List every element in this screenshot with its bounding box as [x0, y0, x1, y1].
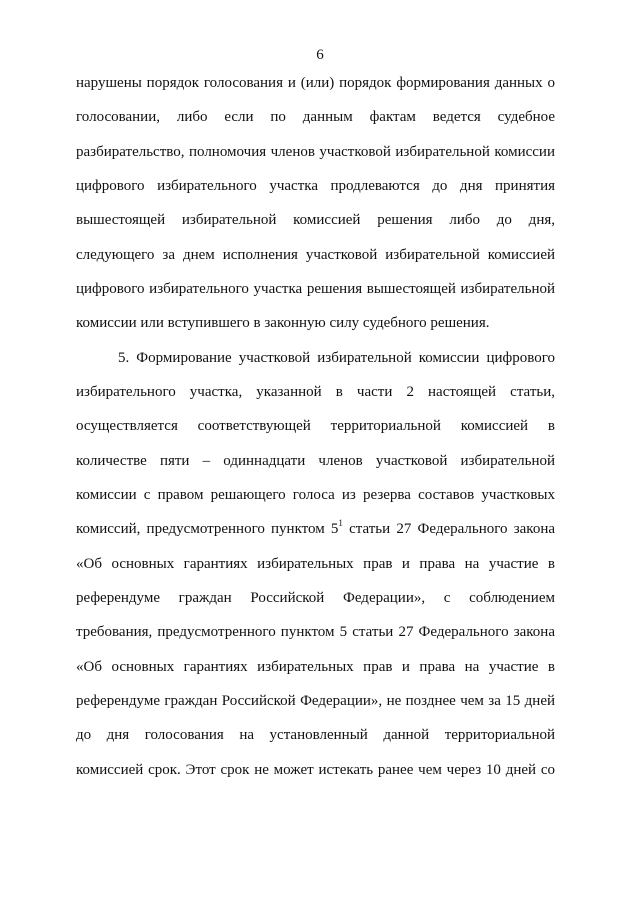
text-line: осуществляется соответствующей территориальной комиссией в	[76, 418, 555, 434]
text-line: цифрового избирательного участка решения вышестоящей избирательной	[76, 281, 555, 297]
text-line: референдуме граждан Российской Федерации», с соблюдением	[76, 590, 555, 606]
text-line: «Об основных гарантиях избирательных прав и права на участие в	[76, 659, 555, 675]
text-line: следующего за днем исполнения участковой избирательной комиссией	[76, 247, 555, 263]
text-line: количестве пяти – одиннадцати членов участковой избирательной	[76, 453, 555, 469]
text-line: нарушены порядок голосования и (или) порядок формирования данных о	[76, 75, 555, 91]
text-line-with-superscript	[76, 519, 555, 539]
text-line: 5. Формирование участковой избирательной комиссии цифрового	[118, 350, 555, 366]
text-line: до дня голосования на установленный данной территориальной	[76, 727, 555, 743]
text-fragment: статьи 27 Федерального закона	[342, 521, 555, 537]
page-number: 6	[316, 47, 324, 63]
text-line: комиссии с правом решающего голоса из резерва составов участковых	[76, 487, 555, 503]
text-line: комиссии или вступившего в законную силу судебного решения.	[76, 315, 490, 331]
text-line: вышестоящей избирательной комиссией решения либо до дня,	[76, 212, 555, 228]
text-line: цифрового избирательного участка продлеваются до дня принятия	[76, 178, 555, 194]
text-line: избирательного участка, указанной в части 2 настоящей статьи,	[76, 384, 555, 400]
text-line: референдуме граждан Российской Федерации», не позднее чем за 15 дней	[76, 693, 555, 709]
text-fragment: комиссий, предусмотренного пунктом 5	[76, 521, 339, 537]
text-line: требования, предусмотренного пунктом 5 статьи 27 Федерального закона	[76, 624, 555, 640]
text-line: разбирательство, полномочия членов участковой избирательной комиссии	[76, 144, 555, 160]
text-line: «Об основных гарантиях избирательных прав и права на участие в	[76, 556, 555, 572]
superscript: 1	[338, 518, 343, 528]
text-line: комиссией срок. Этот срок не может истекать ранее чем через 10 дней со	[76, 762, 555, 778]
text-line: голосовании, либо если по данным фактам ведется судебное	[76, 109, 555, 125]
